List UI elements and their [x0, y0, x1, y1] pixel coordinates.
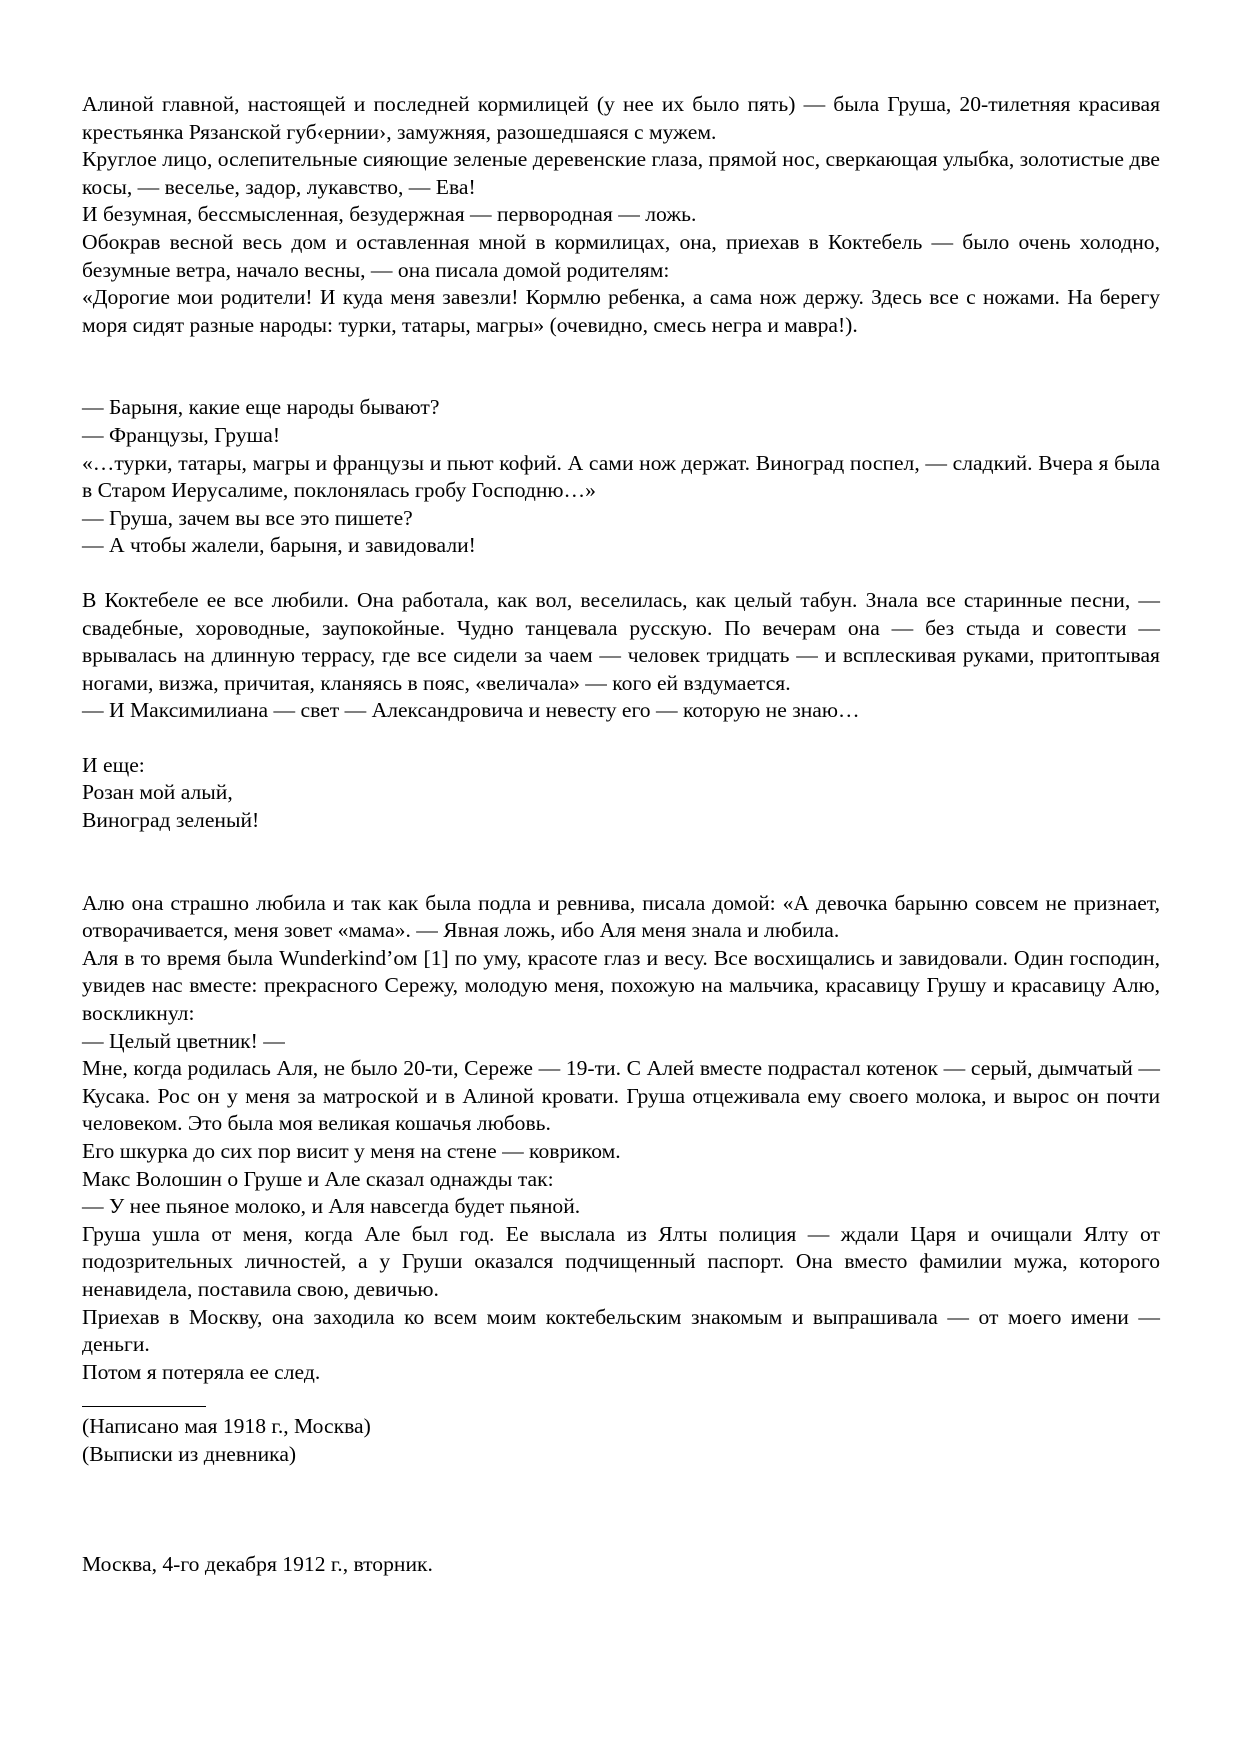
paragraph: Груша ушла от меня, когда Але был год. Ее выслала из Ялты полиция — ждали Царя и очищали Ялту от подозрительных личностей, а у Груши оказался подчищенный паспорт. Она вместо фамилии мужа, которого ненавидела, поставила свою, девичью. — [82, 1221, 1160, 1301]
paragraph: Круглое лицо, ослепительные сияющие зеленые деревенские глаза, прямой нос, сверкающая улыбка, золотистые две косы, — веселье, задор, лукавство, — Ева! — [82, 147, 1160, 199]
paragraph: Алю она страшно любила и так как была подла и ревнива, писала домой: «А девочка барыню совсем не признает, отворачивается, меня зовет «мама». — Явная ложь, ибо Аля меня знала и любила. — [82, 890, 1160, 943]
dialogue-line: — И Максимилиана — свет — Александровича и невесту его — которую не знаю… — [82, 698, 860, 723]
paragraph: Приехав в Москву, она заходила ко всем моим коктебельским знакомым и выпрашивала — от моего имени — деньги. — [82, 1304, 1160, 1357]
dialogue-line: — У нее пьяное молоко, и Аля навсегда будет пьяной. — [82, 1194, 581, 1219]
paragraph: Макс Волошин о Груше и Але сказал однажды так: — [82, 1166, 554, 1191]
spacer — [82, 1469, 1160, 1524]
spacer — [82, 560, 1160, 587]
dialogue-line: — Французы, Груша! — [82, 422, 281, 447]
dateline: Москва, 4-го декабря 1912 г., вторник. — [82, 1551, 433, 1576]
note-line: (Выписки из дневника) — [82, 1441, 297, 1466]
spacer — [82, 725, 1160, 752]
note-line: (Написано мая 1918 г., Москва) — [82, 1414, 371, 1439]
dialogue-line: — А чтобы жалели, барыня, и завидовали! — [82, 533, 476, 558]
separator-line — [82, 1406, 206, 1407]
paragraph: Его шкурка до сих пор висит у меня на стене — ковриком. — [82, 1139, 621, 1163]
dialogue-line: — Груша, зачем вы все это пишете? — [82, 505, 413, 530]
paragraph: Обокрав весной весь дом и оставленная мной в кормилицах, она, приехав в Коктебель — было очень холодно, безумные ветра, начало весны, — она писала домой родителям: — [82, 229, 1160, 282]
spacer — [82, 1524, 1160, 1551]
verse-line: И еще: — [82, 752, 145, 777]
paragraph: Потом я потеряла ее след. — [82, 1359, 321, 1384]
spacer — [82, 339, 1160, 394]
verse-line: Виноград зеленый! — [82, 808, 260, 833]
paragraph: И безумная, бессмысленная, безудержная — первородная — ложь. — [82, 202, 697, 227]
spacer — [82, 835, 1160, 890]
dialogue-line: — Барыня, какие еще народы бывают? — [82, 395, 440, 420]
verse-line: Розан мой алый, — [82, 780, 233, 805]
dialogue-line: — Целый цветник! — — [82, 1028, 285, 1053]
paragraph: Мне, когда родилась Аля, не было 20-ти, Сереже — 19-ти. С Алей вместе подрастал котенок — серый, дымчатый — Кусака. Рос он у меня за матроской и в Алиной кровати. Груша отцеживала ему своего молока, и вырос он почти человеком. Это была моя великая кошачья любовь. — [82, 1056, 1160, 1136]
paragraph: В Коктебеле ее все любили. Она работала, как вол, веселилась, как целый табун. Знала все старинные песни, — свадебные, хороводные, заупокойные. Чудно танцевала русскую. По вечерам она — без стыда и совести — врывалась на длинную террасу, где все сидели за чаем — человек тридцать — и всплескивая руками, притоптывая ногами, визжа, причитая, кланяясь в пояс, «величала» — кого ей вздумается. — [82, 587, 1160, 695]
paragraph: Аля в то время была Wunderkind’ом [1] по уму, красоте глаз и весу. Все восхищались и завидовали. Один господин, увидев нас вместе: прекрасного Сережу, молодую меня, похожую на мальчика, красавицу Грушу и красавицу Алю, воскликнул: — [82, 945, 1160, 1026]
paragraph: Алиной главной, настоящей и последней кормилицей (у нее их было пять) — была Груша, 20-тилетняя красивая крестьянка Рязанской губ‹ернии›, замужняя, разошедшаяся с мужем. — [82, 92, 1160, 144]
paragraph: «…турки, татары, магры и французы и пьют кофий. А сами нож держат. Виноград поспел, — сладкий. Вчера я была в Старом Иерусалиме, поклонялась гробу Господню…» — [82, 450, 1160, 503]
paragraph: «Дорогие мои родители! И куда меня завезли! Кормлю ребенка, а сама нож держу. Здесь все с ножами. На берегу моря сидят разные народы: турки, татары, магры» (очевидно, смесь негра и мавра!). — [82, 285, 1160, 337]
document-page — [82, 91, 1160, 1578]
